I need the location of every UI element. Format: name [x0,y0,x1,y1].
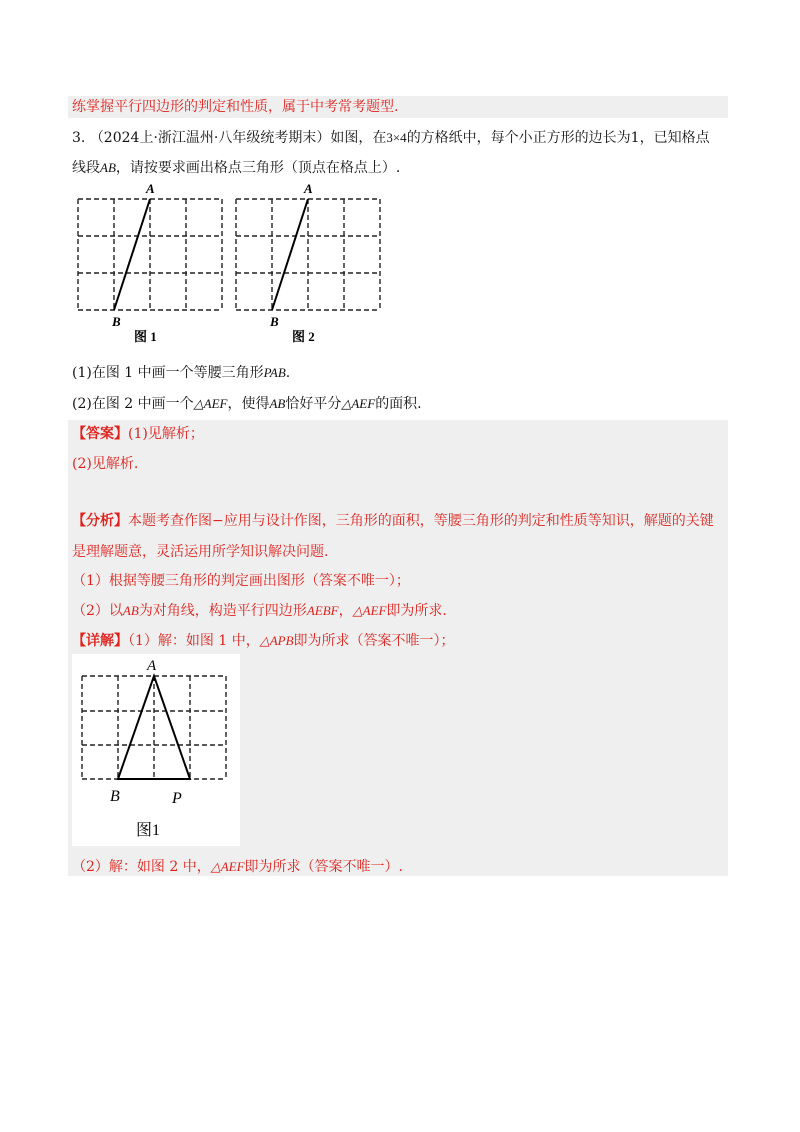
label-a-2: A [304,181,313,196]
figure-1 [74,180,230,346]
grid-3 [82,676,226,779]
answer-label: 【答案】 [72,426,128,442]
grid-1 [78,199,222,310]
detail-line1-b: 即为所求（答案不唯一）； [293,633,455,649]
question-2-text-d: 的面积. [375,396,422,412]
answer-text-1: (1)见解析； [128,426,204,442]
figure-2 [232,180,388,346]
question-2-tri2: △AEF [341,396,376,411]
grid-size: 3×4 [386,130,407,145]
segment-ab: AB [100,160,116,175]
analysis-line4-b: 为对角线，构造平行四边形 [138,603,307,619]
top-note: 练掌握平行四边形的判定和性质，属于中考常考题型. [72,99,399,115]
detail-line-1 [72,631,455,651]
analysis-line4-d: 即为所求. [386,603,447,619]
analysis-line4-c: ， [338,603,353,619]
answer-line-2: (2)见解析. [72,456,139,472]
analysis-line-2: 是理解题意，灵活运用所学知识解决问题. [72,544,329,560]
analysis-line-4 [72,601,447,621]
analysis-line4-a: （2）以 [72,603,123,619]
problem-text-b: 的方格纸中，每个小正方形的边长为1，已知格点 [406,130,710,146]
answer-line-1 [72,424,204,444]
solution-figure [74,654,240,846]
analysis-line-1 [72,511,714,531]
analysis-label: 【分析】 [72,513,128,529]
label-a-1: A [146,181,155,196]
question-1-math: PAB [263,365,286,380]
grid-2 [236,199,380,310]
question-2-tri: △AEF [193,396,228,411]
question-2-ab: AB [269,396,286,411]
problem-text-a: 如图，在 [330,130,387,146]
segment-ab-line-2 [272,199,308,310]
question-2-text-a: (2)在图 2 中画一个 [72,396,194,412]
figure-1-caption: 图 1 [134,329,157,344]
analysis-line4-ab: AB [122,603,139,618]
detail-line1-tri: △APB [259,633,294,648]
solution-label-b: B [110,788,120,805]
problem-line-2 [72,158,400,178]
segment-ab-line-1 [114,199,150,310]
detail-line2-tri: △AEF [210,859,245,874]
question-2-text-c: 恰好平分 [285,396,342,412]
analysis-line-3: （1）根据等腰三角形的判定画出图形（答案不唯一）； [72,573,410,589]
question-1-end: . [285,365,291,381]
detail-line2-a: （2）解：如图 2 中， [72,859,211,875]
label-b-2: B [270,314,279,329]
solution-figure-caption: 图1 [136,822,161,839]
problem-line-1 [72,128,710,148]
analysis-line4-par: AEBF [306,603,339,618]
problem-line2-b: ，请按要求画出格点三角形（顶点在格点上）. [115,160,401,176]
figure-2-caption: 图 2 [292,329,315,344]
solution-label-a: A [147,658,157,674]
question-1 [72,363,290,383]
detail-line1-a: （1）解：如图 1 中， [128,633,260,649]
analysis-text-1: 本题考查作图−应用与设计作图，三角形的面积，等腰三角形的判定和性质等知识，解题的关键 [128,513,714,529]
problem-number: 3. [72,130,86,146]
question-1-text: (1)在图 1 中画一个等腰三角形 [72,365,264,381]
question-2 [72,394,422,414]
problem-line2-a: 线段 [72,160,100,176]
detail-line-2 [72,857,403,877]
label-b-1: B [112,314,121,329]
detail-line2-b: 即为所求（答案不唯一）. [244,859,403,875]
question-2-text-b: ，使得 [227,396,270,412]
detail-label: 【详解】 [72,633,128,649]
solution-label-p: P [172,790,182,807]
problem-source: （2024上·浙江温州·八年级统考期末） [89,130,331,146]
analysis-line4-tri: △AEF [352,603,387,618]
